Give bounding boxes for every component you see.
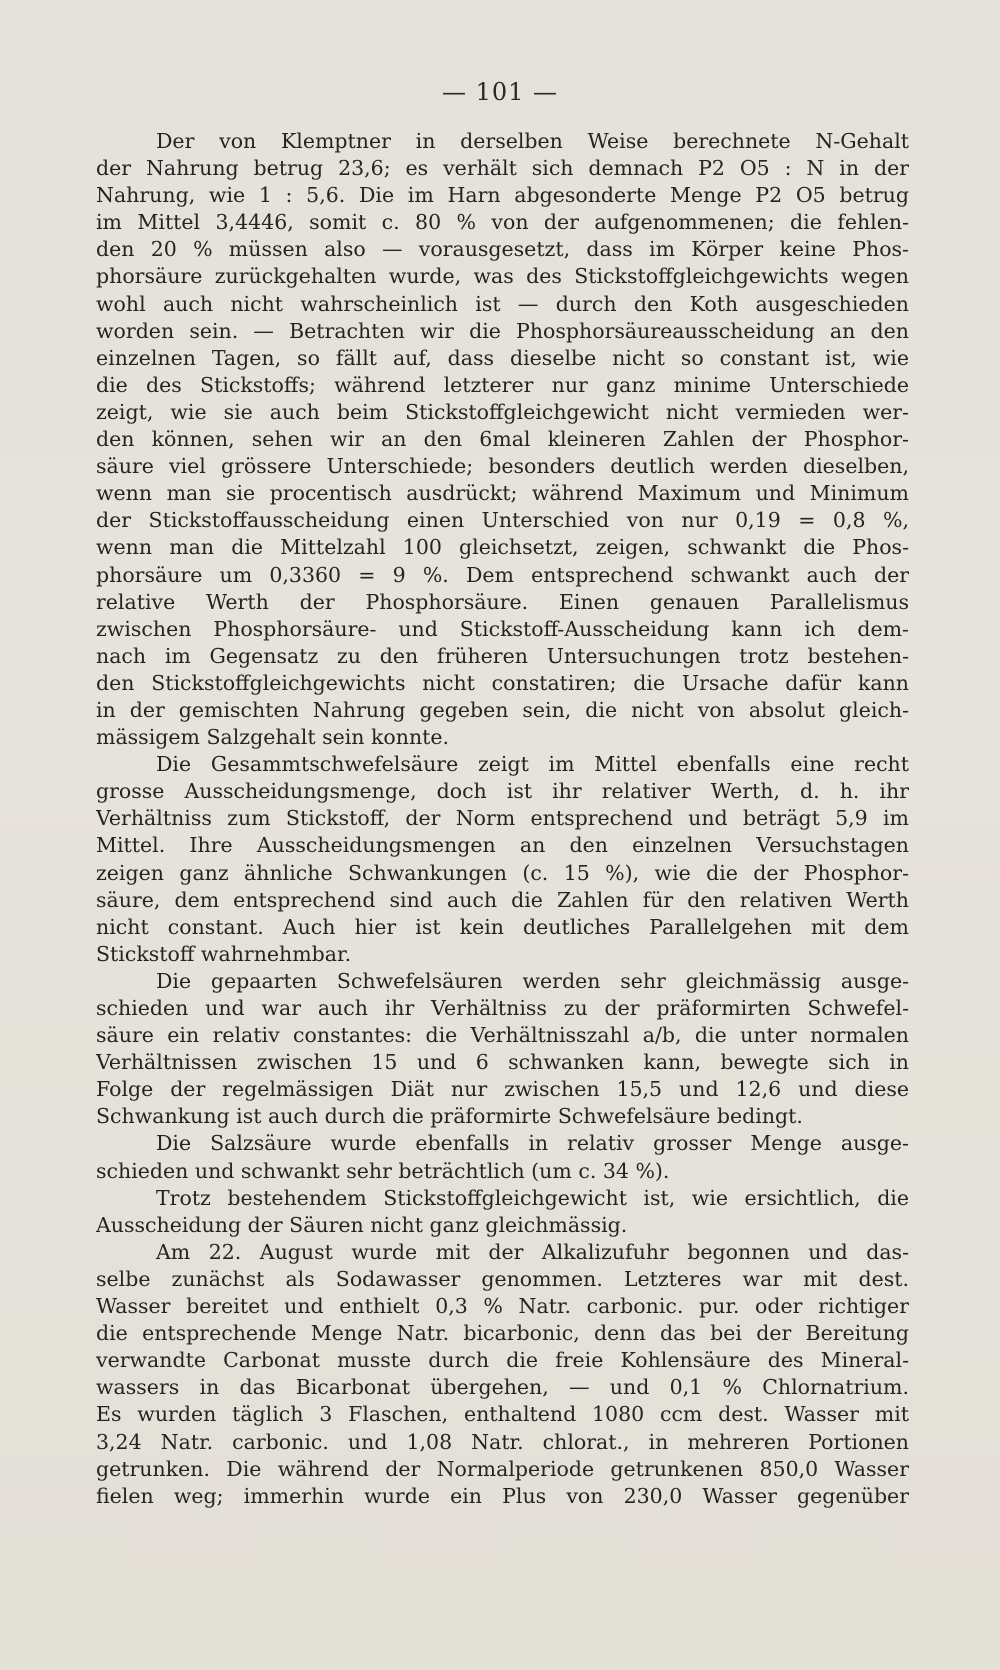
text-line: phorsäure zurückgehalten wurde, was des Stickstoffgleichgewichts wegen	[96, 264, 909, 289]
text-line: im Mittel 3,4446, somit c. 80 % von der aufgenommenen; die fehlen-	[96, 210, 909, 235]
text-line: Trotz bestehendem Stickstoffgleichgewicht ist, wie ersichtlich, die	[156, 1185, 909, 1210]
text-line: säure viel grössere Unterschiede; besonders deutlich werden dieselben,	[96, 454, 909, 479]
text-line: Die Salzsäure wurde ebenfalls in relativ grosser Menge ausge-	[156, 1131, 909, 1156]
text-line: einzelnen Tagen, so fällt auf, dass dieselbe nicht so constant ist, wie	[96, 345, 909, 370]
text-line: säure ein relativ constantes: die Verhältnisszahl a/b, die unter normalen	[96, 1023, 909, 1048]
text-line: Nahrung, wie 1 : 5,6. Die im Harn abgesonderte Menge P2 O5 betrug	[96, 183, 909, 208]
text-line: Es wurden täglich 3 Flaschen, enthaltend 1080 ccm dest. Wasser mit	[96, 1402, 909, 1427]
text-line: die entsprechende Menge Natr. bicarbonic, denn das bei der Bereitung	[96, 1321, 909, 1346]
text-line: Die gepaarten Schwefelsäuren werden sehr gleichmässig ausge-	[156, 968, 909, 993]
body-text	[96, 128, 909, 1510]
text-line: zeigen ganz ähnliche Schwankungen (c. 15 %), wie die der Phosphor-	[96, 860, 909, 885]
text-line: 3,24 Natr. carbonic. und 1,08 Natr. chlorat., in mehreren Portionen	[96, 1429, 909, 1454]
text-line: nicht constant. Auch hier ist kein deutliches Parallelgehen mit dem	[96, 914, 909, 939]
text-line: Der von Klemptner in derselben Weise berechnete N-Gehalt	[156, 129, 909, 153]
text-line: selbe zunächst als Sodawasser genommen. Letzteres war mit dest.	[96, 1266, 909, 1291]
text-line: Am 22. August wurde mit der Alkalizufuhr begonnen und das-	[156, 1239, 909, 1264]
text-line: Verhältniss zum Stickstoff, der Norm entsprechend und beträgt 5,9 im	[96, 806, 909, 831]
text-line: mässigem Salzgehalt sein konnte.	[96, 725, 450, 750]
text-line: Wasser bereitet und enthielt 0,3 % Natr. carbonic. pur. oder richtiger	[96, 1294, 909, 1319]
text-line: relative Werth der Phosphorsäure. Einen genauen Parallelismus	[96, 589, 909, 614]
text-line: schieden und war auch ihr Verhältniss zu der präformirten Schwefel-	[96, 996, 909, 1020]
text-line: säure, dem entsprechend sind auch die Zahlen für den relativen Werth	[96, 887, 909, 912]
text-line: verwandte Carbonat musste durch die freie Kohlensäure des Mineral-	[96, 1348, 909, 1373]
text-line: zwischen Phosphorsäure- und Stickstoff-Ausscheidung kann ich dem-	[96, 616, 909, 641]
page-number: — 101 —	[441, 78, 559, 106]
text-line: Stickstoff wahrnehmbar.	[96, 941, 352, 966]
text-line: den Stickstoffgleichgewichts nicht constatiren; die Ursache dafür kann	[96, 670, 909, 695]
text-line: nach im Gegensatz zu den früheren Untersuchungen trotz bestehen-	[96, 643, 909, 668]
text-line: in der gemischten Nahrung gegeben sein, die nicht von absolut gleich-	[96, 697, 909, 722]
text-line: den 20 % müssen also — vorausgesetzt, dass im Körper keine Phos-	[96, 237, 909, 262]
text-line: schieden und schwankt sehr beträchtlich (um c. 34 %).	[96, 1158, 670, 1183]
text-line: worden sein. — Betrachten wir die Phosphorsäureausscheidung an den	[96, 318, 909, 343]
text-line: grosse Ausscheidungsmenge, doch ist ihr relativer Werth, d. h. ihr	[96, 779, 909, 804]
text-line: getrunken. Die während der Normalperiode getrunkenen 850,0 Wasser	[96, 1456, 909, 1481]
text-line: wenn man die Mittelzahl 100 gleichsetzt, zeigen, schwankt die Phos-	[96, 535, 909, 560]
text-line: Ausscheidung der Säuren nicht ganz gleichmässig.	[96, 1212, 628, 1237]
text-line: wenn man sie procentisch ausdrückt; während Maximum und Minimum	[96, 481, 909, 506]
text-line: zeigt, wie sie auch beim Stickstoffgleichgewicht nicht vermieden wer-	[96, 399, 909, 424]
text-line: wohl auch nicht wahrscheinlich ist — durch den Koth ausgeschieden	[96, 291, 909, 316]
text-line: Die Gesammtschwefelsäure zeigt im Mittel ebenfalls eine recht	[156, 752, 909, 777]
text-line: die des Stickstoffs; während letzterer nur ganz minime Unterschiede	[96, 372, 909, 397]
text-line: phorsäure um 0,3360 = 9 %. Dem entsprechend schwankt auch der	[96, 562, 909, 587]
text-line: den können, sehen wir an den 6mal kleineren Zahlen der Phosphor-	[96, 427, 909, 452]
text-line: der Nahrung betrug 23,6; es verhält sich demnach P2 O5 : N in der	[96, 156, 909, 181]
text-line: Verhältnissen zwischen 15 und 6 schwanken kann, bewegte sich in	[96, 1050, 909, 1075]
text-line: Schwankung ist auch durch die präformirte Schwefelsäure bedingt.	[96, 1104, 803, 1129]
text-line: Folge der regelmässigen Diät nur zwischen 15,5 und 12,6 und diese	[96, 1077, 909, 1102]
text-line: Mittel. Ihre Ausscheidungsmengen an den einzelnen Versuchstagen	[96, 833, 909, 858]
text-line: wassers in das Bicarbonat übergehen, — und 0,1 % Chlornatrium.	[96, 1375, 909, 1400]
text-line: der Stickstoffausscheidung einen Unterschied von nur 0,19 = 0,8 %,	[96, 508, 909, 533]
text-line: fielen weg; immerhin wurde ein Plus von 230,0 Wasser gegenüber	[96, 1483, 909, 1508]
